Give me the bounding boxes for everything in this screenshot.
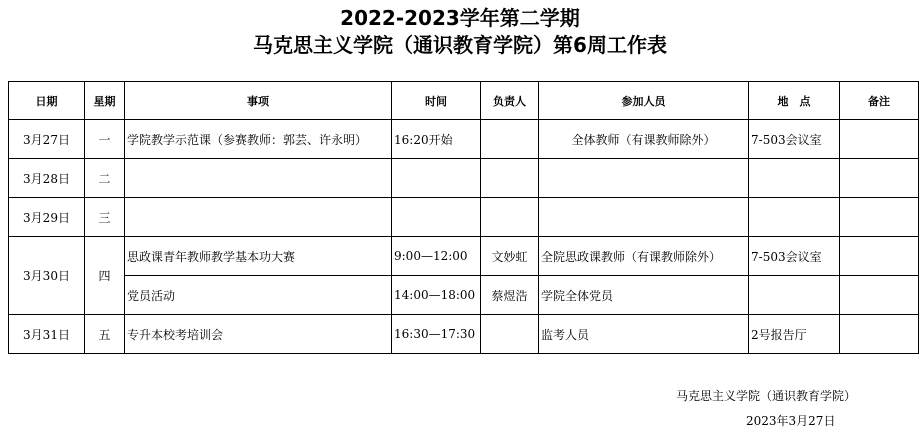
header-row xyxy=(9,82,919,120)
note-cell xyxy=(840,159,919,198)
table-row xyxy=(9,276,919,315)
weekday-cell: 四 xyxy=(85,237,125,315)
date-cell: 3月29日 xyxy=(9,198,85,237)
page-subtitle: 马克思主义学院（通识教育学院）第6周工作表 xyxy=(253,33,667,57)
location-cell xyxy=(749,159,840,198)
page-title: 2022-2023学年第二学期 xyxy=(340,6,580,30)
participants-cell: 全体教师（有课教师除外） xyxy=(539,120,749,159)
location-cell: 7-503会议室 xyxy=(749,237,840,276)
time-cell xyxy=(392,159,481,198)
item-cell: 学院教学示范课（参赛教师：郭芸、许永明） xyxy=(125,120,392,159)
item-cell: 专升本校考培训会 xyxy=(125,315,392,354)
time-cell: 14:00—18:00 xyxy=(392,276,481,315)
header-participants: 参加人员 xyxy=(539,82,749,120)
person-cell xyxy=(481,198,539,237)
time-cell xyxy=(392,198,481,237)
footer-date: 2023年3月27日 xyxy=(746,414,836,428)
item-cell: 党员活动 xyxy=(125,276,392,315)
header-person: 负责人 xyxy=(481,82,539,120)
weekday-cell: 五 xyxy=(85,315,125,354)
item-cell xyxy=(125,198,392,237)
note-cell xyxy=(840,120,919,159)
time-cell: 16:30—17:30 xyxy=(392,315,481,354)
weekday-cell: 一 xyxy=(85,120,125,159)
schedule-table xyxy=(8,81,919,354)
date-cell: 3月27日 xyxy=(9,120,85,159)
table-row xyxy=(9,198,919,237)
location-cell: 2号报告厅 xyxy=(749,315,840,354)
note-cell xyxy=(840,198,919,237)
person-cell: 文妙虹 xyxy=(481,237,539,276)
table-row xyxy=(9,120,919,159)
date-cell: 3月28日 xyxy=(9,159,85,198)
person-cell: 蔡煜浩 xyxy=(481,276,539,315)
time-cell: 9:00—12:00 xyxy=(392,237,481,276)
header-date: 日期 xyxy=(9,82,85,120)
header-item: 事项 xyxy=(125,82,392,120)
participants-cell: 学院全体党员 xyxy=(539,276,749,315)
location-cell xyxy=(749,276,840,315)
person-cell xyxy=(481,120,539,159)
time-cell: 16:20开始 xyxy=(392,120,481,159)
item-cell: 思政课青年教师教学基本功大赛 xyxy=(125,237,392,276)
item-cell xyxy=(125,159,392,198)
table-row xyxy=(9,237,919,276)
person-cell xyxy=(481,159,539,198)
location-cell: 7-503会议室 xyxy=(749,120,840,159)
person-cell xyxy=(481,315,539,354)
note-cell xyxy=(840,315,919,354)
date-cell: 3月30日 xyxy=(9,237,85,315)
date-cell: 3月31日 xyxy=(9,315,85,354)
header-time: 时间 xyxy=(392,82,481,120)
header-note: 备注 xyxy=(840,82,919,120)
participants-cell xyxy=(539,198,749,237)
footer-organization: 马克思主义学院（通识教育学院） xyxy=(676,389,857,403)
location-cell xyxy=(749,198,840,237)
participants-cell: 全院思政课教师（有课教师除外） xyxy=(539,237,749,276)
table-row xyxy=(9,315,919,354)
table-row xyxy=(9,159,919,198)
note-cell xyxy=(840,237,919,276)
participants-cell xyxy=(539,159,749,198)
header-location: 地 点 xyxy=(749,82,840,120)
participants-cell: 监考人员 xyxy=(539,315,749,354)
header-weekday: 星期 xyxy=(85,82,125,120)
note-cell xyxy=(840,276,919,315)
weekday-cell: 三 xyxy=(85,198,125,237)
weekday-cell: 二 xyxy=(85,159,125,198)
